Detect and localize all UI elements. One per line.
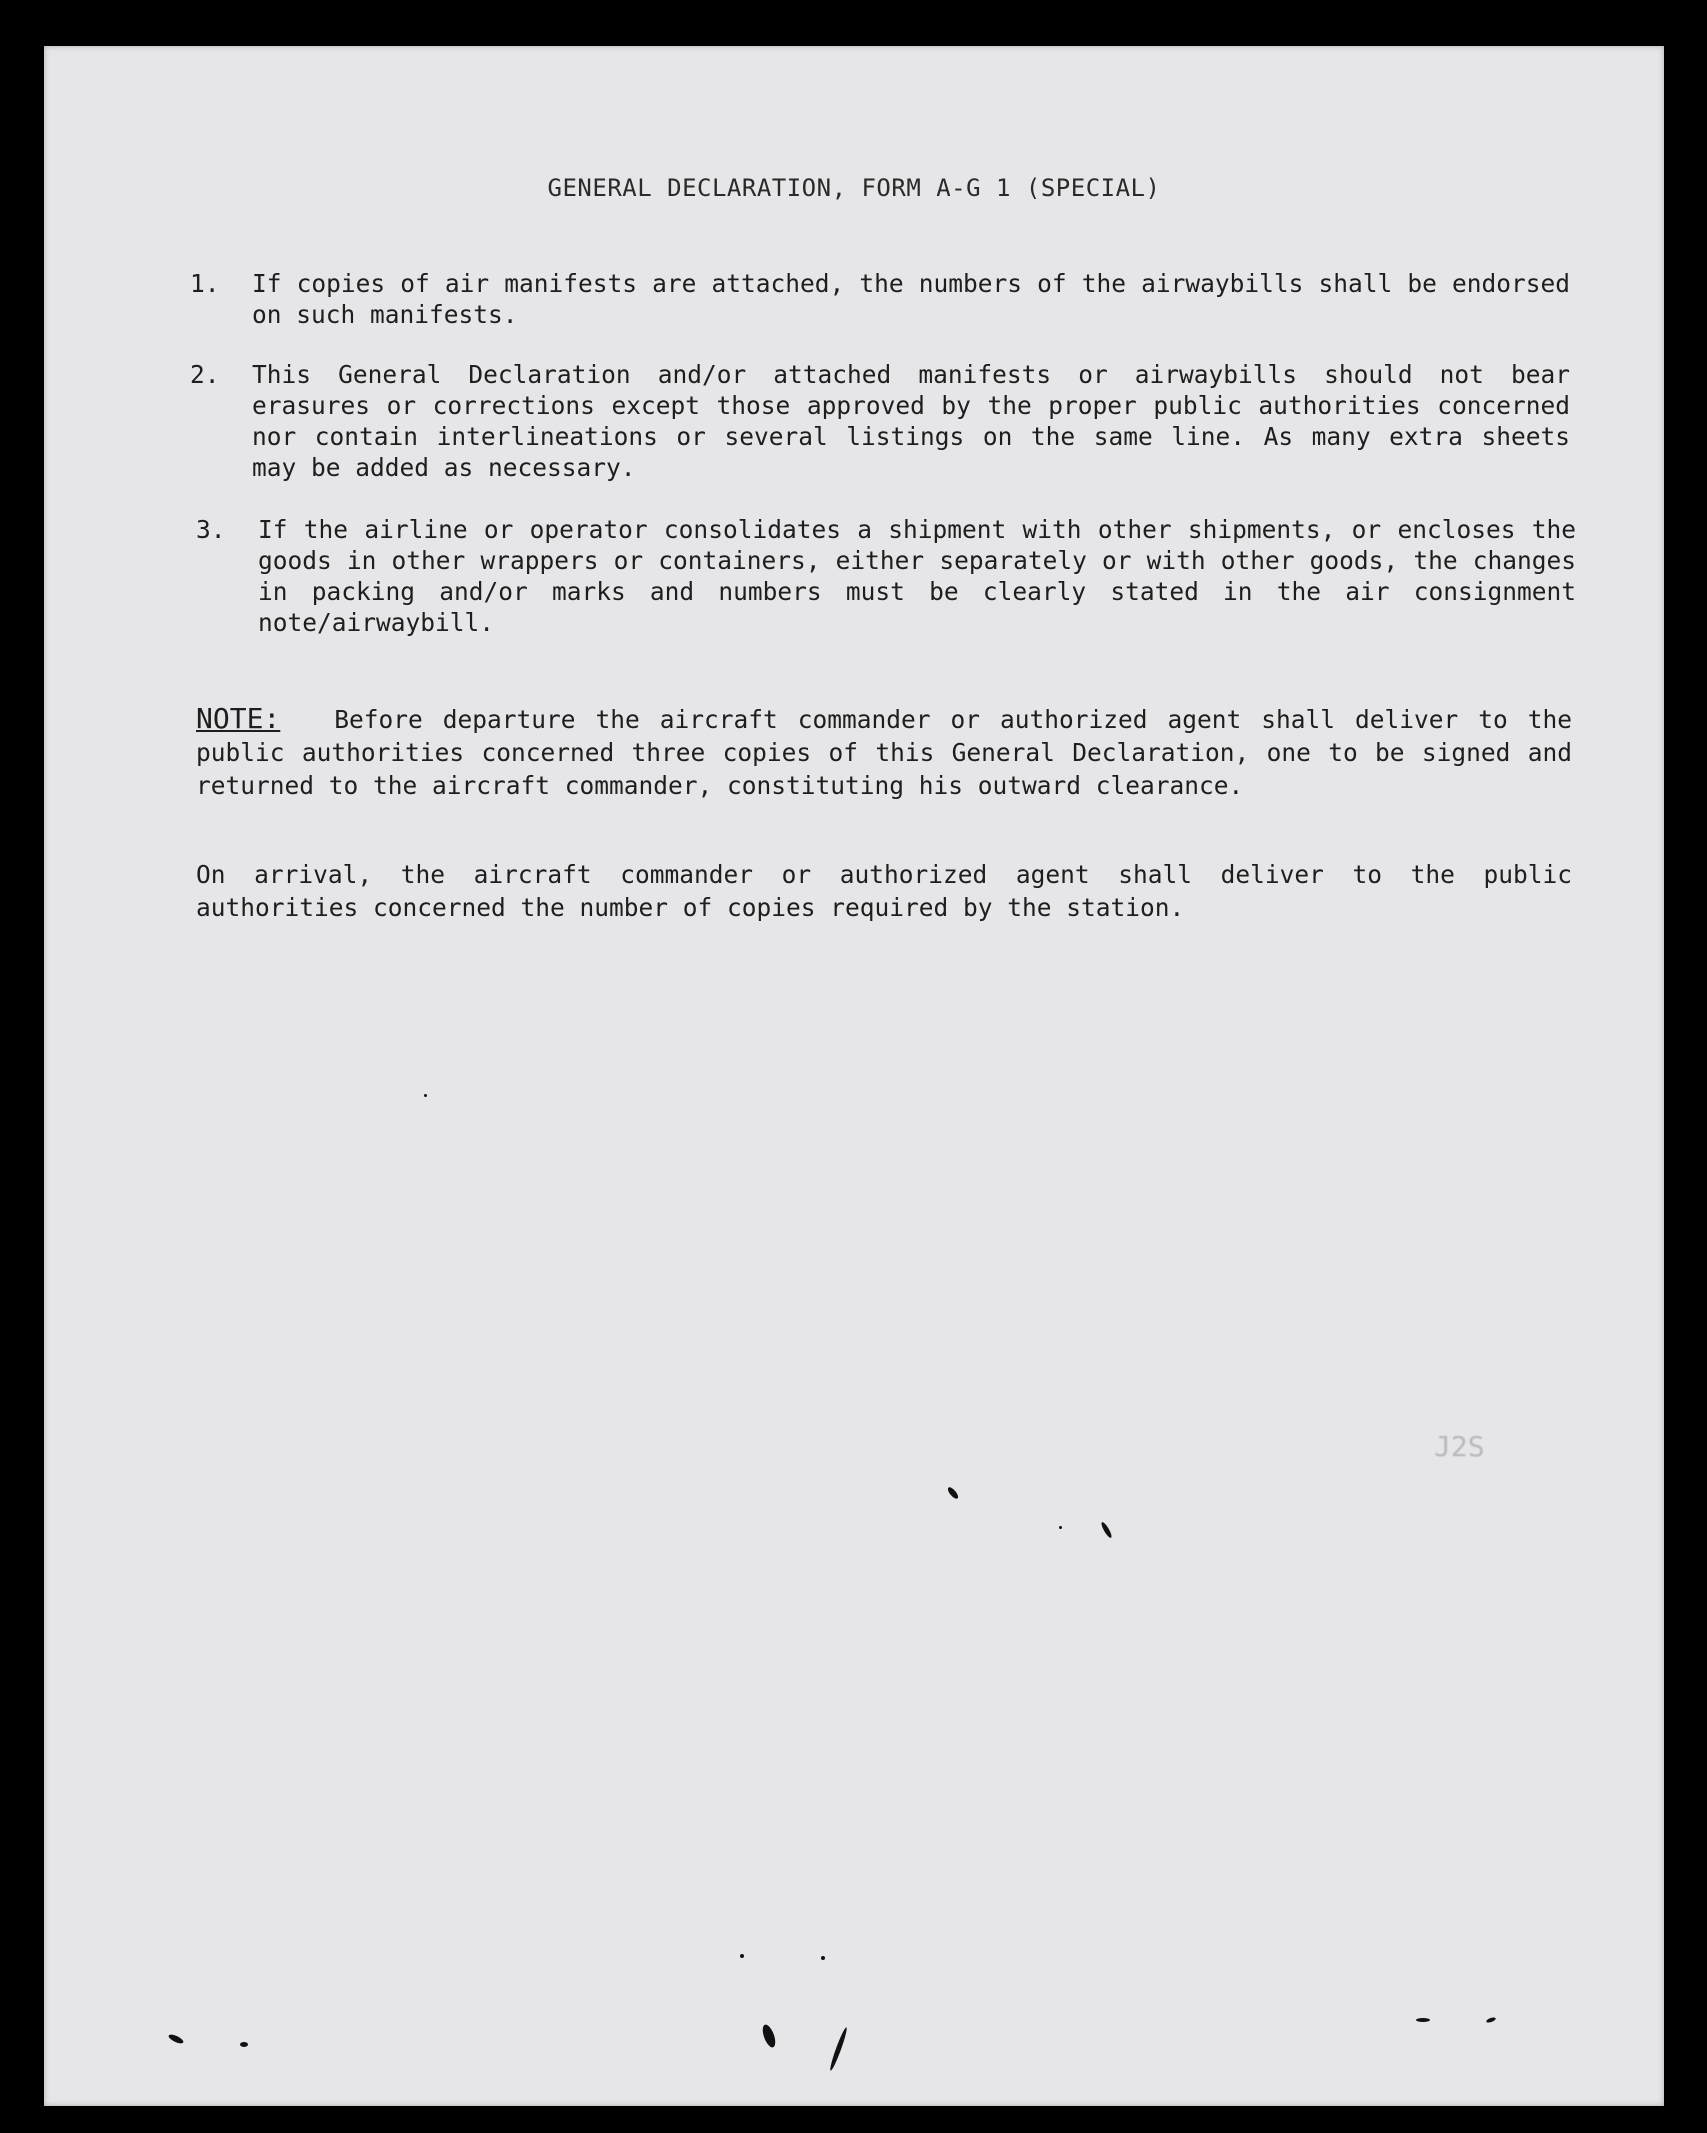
item-text: If copies of air manifests are attached, the numbers of the airwaybills shall be endorsed on such manifests.: [252, 269, 1570, 329]
item-text: If the airline or operator consolidates a shipment with other shipments, or encloses the goods in other wrappers or containers, either separately or with other goods, the changes in packing and/or marks and numbers must be clearly stated in the air consignment note/airwaybill.: [258, 515, 1576, 637]
scan-speck: [828, 2027, 848, 2072]
scan-speck: [240, 2042, 248, 2047]
scan-speck: [760, 2023, 778, 2049]
scan-speck: [1486, 2016, 1497, 2023]
bleed-through-mark: J2S: [1434, 1430, 1485, 1463]
scan-speck: [740, 1954, 744, 1958]
instruction-item-1: [190, 268, 1570, 330]
item-number: 2.: [190, 360, 220, 389]
note-label: NOTE:: [196, 702, 281, 735]
instruction-item-2: [190, 359, 1570, 483]
item-number: 1.: [190, 269, 220, 298]
note-text: Before departure the aircraft commander or authorized agent shall deliver to the public authorities concerned three copies of this General Declaration, one to be signed and returned to the aircraft commander, constituting his outward clearance.: [196, 705, 1572, 800]
scan-speck: [424, 1094, 427, 1097]
document-title: GENERAL DECLARATION, FORM A-G 1 (SPECIAL): [547, 174, 1161, 202]
item-text: This General Declaration and/or attached manifests or airwaybills should not bear erasures or corrections except those approved by the proper public authorities concerned nor contain interlineations or several listings on the same line. As many extra sheets may be added as necessary.: [252, 360, 1570, 482]
scan-speck: [1059, 1526, 1062, 1529]
scan-speck: [167, 2033, 184, 2045]
arrival-paragraph: On arrival, the aircraft commander or authorized agent shall deliver to the public authorities concerned the number of copies required by the station.: [196, 860, 1572, 922]
scan-speck: [946, 1486, 960, 1501]
scan-speck: [1416, 2018, 1430, 2022]
item-number: 3.: [196, 515, 226, 544]
note-paragraph: [196, 702, 1572, 802]
scan-speck: [1100, 1521, 1113, 1539]
instruction-item-3: [196, 514, 1576, 638]
scan-speck: [821, 1956, 825, 1960]
document-page: [44, 46, 1664, 2106]
